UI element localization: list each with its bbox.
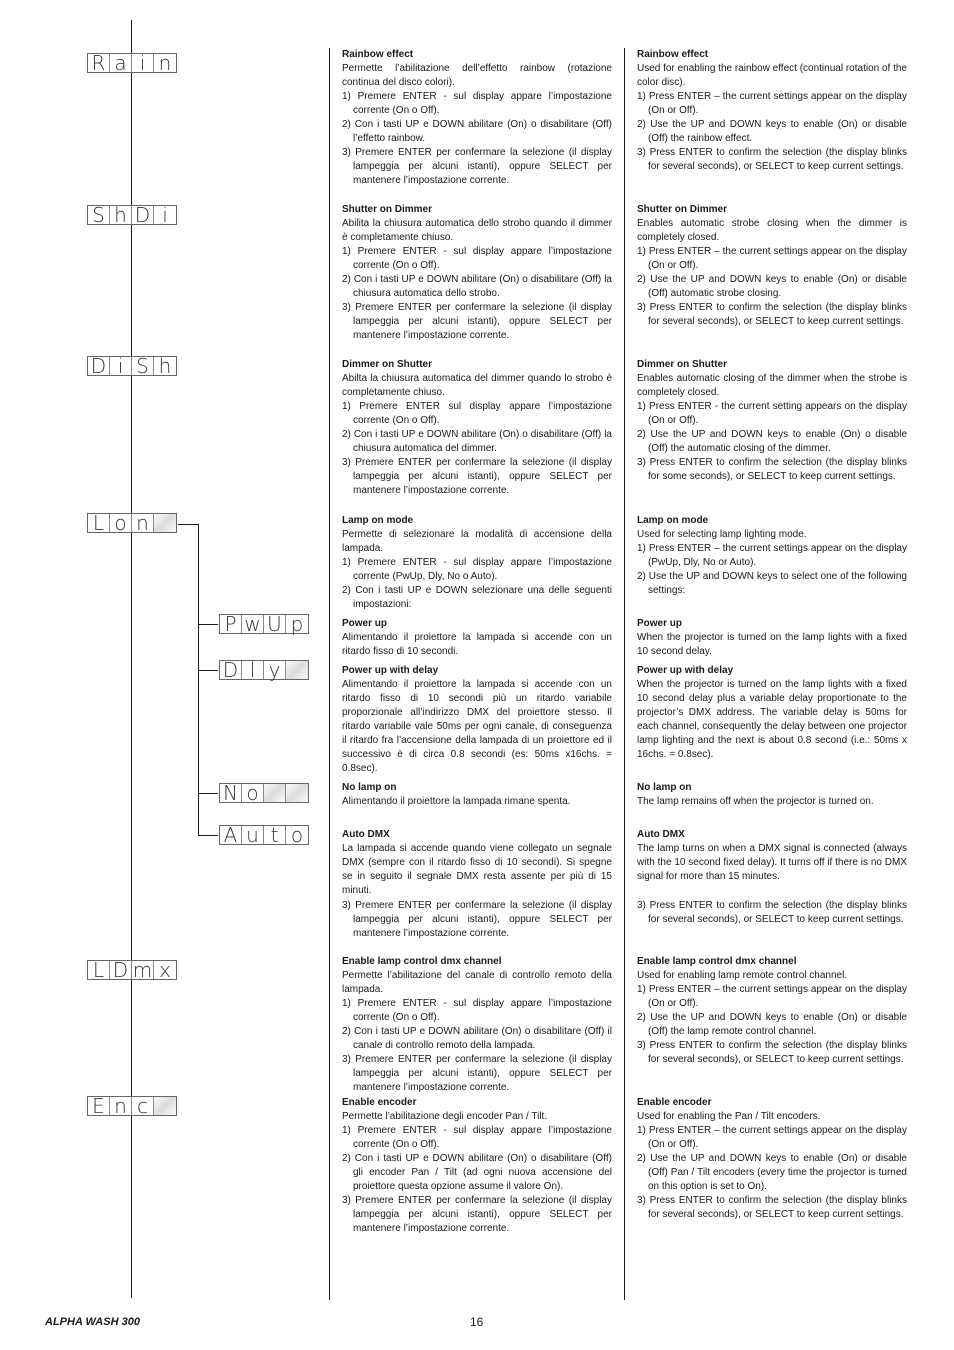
display-char xyxy=(286,784,308,802)
column-divider-left xyxy=(329,48,330,1300)
section-title: Lamp on mode xyxy=(342,515,414,526)
step: 2) Con i tasti UP e DOWN selezionare una delle seguenti impostazioni: xyxy=(342,585,612,610)
step: 3) Press ENTER to confirm the selection (the display blinks for several seconds), or SELECT to keep current settings. xyxy=(637,1040,907,1065)
section-title: Enable lamp control dmx channel xyxy=(342,956,502,967)
step: 1) Press ENTER – the current settings appear on the display (On or Off). xyxy=(637,984,907,1009)
section-title: Dimmer on Shutter xyxy=(342,359,433,370)
display-enc xyxy=(87,1096,177,1116)
en-ldmx-section xyxy=(637,955,907,1067)
display-char: p xyxy=(290,612,304,636)
section-title: Lamp on mode xyxy=(637,515,709,526)
section-title: Shutter on Dimmer xyxy=(637,204,728,215)
step: 3) Premere ENTER per confermare la selezione (il display lampeggia per alcuni istanti), oppure SELECT per mantenere l’impostazione corrente. xyxy=(342,302,612,341)
it-shdi-section xyxy=(342,203,612,343)
display-char: L xyxy=(88,514,110,532)
section-title: Power up xyxy=(637,618,683,629)
section-title: Enable lamp control dmx channel xyxy=(637,956,797,967)
en-no-section xyxy=(637,781,907,809)
section-title: Dimmer on Shutter xyxy=(637,359,728,370)
step: 1) Press ENTER – the current settings appear on the display (On or Off). xyxy=(637,91,907,116)
dly-branch xyxy=(198,670,218,671)
section-text: La lampada si accende quando viene collegato un segnale DMX (sempre con il ritardo fisso di 10 secondi). Si spegne se in seguito il segnale DMX resta assente per più di 15 minuti. xyxy=(342,843,612,896)
section-text: Alimentando il proiettore la lampada si accende con un ritardo fisso di 10 secondi. xyxy=(342,632,612,657)
en-dly-section xyxy=(637,664,907,762)
it-lon-section xyxy=(342,514,612,612)
display-char: D xyxy=(110,961,132,979)
display-char: n xyxy=(132,514,154,532)
page-number: 16 xyxy=(470,1315,484,1329)
display-char: o xyxy=(290,823,304,847)
section-title: Rainbow effect xyxy=(342,49,414,60)
display-char: D xyxy=(220,661,242,679)
step: 2) Use the UP and DOWN keys to enable (On) or disable (Off) Pan / Tilt encoders (every time the projector is turned on this option is set to On). xyxy=(637,1153,907,1192)
display-char: U xyxy=(264,615,286,633)
step: 2) Use the UP and DOWN keys to enable (On) or disable (Off) the rainbow effect. xyxy=(637,119,907,144)
display-char: P xyxy=(220,615,242,633)
display-char xyxy=(264,784,286,802)
section-text: Enables automatic strobe closing when the dimmer is completely closed. xyxy=(637,218,907,243)
display-char: E xyxy=(88,1097,110,1115)
step: 3) Premere ENTER per confermare la selezione (il display lampeggia per alcuni istanti), oppure SELECT per mantenere l’impostazione corrente. xyxy=(342,900,612,939)
display-char: D xyxy=(132,206,154,224)
section-text: Enables automatic closing of the dimmer when the strobe is completely closed. xyxy=(637,373,907,398)
display-char: l xyxy=(242,661,264,679)
step: 3) Premere ENTER per confermare la selezione (il display lampeggia per alcuni istanti), oppure SELECT per mantenere l’impostazione corrente. xyxy=(342,1195,612,1234)
display-char: y xyxy=(264,661,286,679)
section-title: Power up xyxy=(342,618,388,629)
step: 2) Use the UP and DOWN keys to enable (On) or disable (Off) the lamp remote control channel. xyxy=(637,1012,907,1037)
display-char: S xyxy=(88,206,110,224)
display-char: o xyxy=(242,784,264,802)
it-rainbow-section xyxy=(342,48,612,188)
display-char xyxy=(154,514,176,532)
display-auto xyxy=(219,825,309,845)
display-char xyxy=(286,661,308,679)
display-char: i xyxy=(110,357,132,375)
display-dish xyxy=(87,356,177,376)
step: 1) Premere ENTER sul display appare l’impostazione corrente (On o Off). xyxy=(342,401,612,426)
en-auto-section xyxy=(637,828,907,884)
section-title: Enable encoder xyxy=(342,1097,417,1108)
section-text: Abilta la chiusura automatica del dimmer quando lo strobo è completamente chiuso. xyxy=(342,373,612,398)
step: 2) Use the UP and DOWN keys to enable (On) o disable (Off) the automatic closing of the dimmer. xyxy=(637,429,907,454)
section-text: When the projector is turned on the lamp lights with a fixed 10 second delay. xyxy=(637,632,907,657)
display-char: S xyxy=(132,357,154,375)
step: 1) Press ENTER – the current settings appear on the display (On or Off). xyxy=(637,1125,907,1150)
display-no xyxy=(219,783,309,803)
display-char: w xyxy=(242,615,264,633)
step: 3) Press ENTER to confirm the selection (the display blinks for several seconds), or SELECT to keep current settings. xyxy=(637,302,907,327)
section-text: Abilita la chiusura automatica dello strobo quando il dimmer è completamente chiuso. xyxy=(342,218,612,243)
display-char: L xyxy=(88,961,110,979)
display-char: a xyxy=(110,54,132,72)
footer-product-name: ALPHA WASH 300 xyxy=(45,1316,140,1328)
section-text: Alimentando il proiettore la lampada rimane spenta. xyxy=(342,796,571,807)
display-char: h xyxy=(158,354,172,378)
display-shdi xyxy=(87,205,177,225)
display-pwup xyxy=(219,614,309,634)
display-char: u xyxy=(242,826,264,844)
display-char: D xyxy=(88,357,110,375)
section-text: The lamp remains off when the projector is turned on. xyxy=(637,796,874,807)
section-title: Shutter on Dimmer xyxy=(342,204,433,215)
section-text: Used for enabling the rainbow effect (continual rotation of the color disc). xyxy=(637,63,907,88)
display-char: i xyxy=(132,54,154,72)
section-text: Permette l’abilitazione dell’effetto rainbow (rotazione continua del disco colori). xyxy=(342,63,612,88)
step: 1) Premere ENTER - sul display appare l’impostazione corrente (On o Off). xyxy=(342,246,612,271)
display-ldmx xyxy=(87,960,177,980)
section-text: Permette l’abilitazione del canale di controllo remoto della lampada. xyxy=(342,970,612,995)
display-char: o xyxy=(110,514,132,532)
en-lon-section xyxy=(637,514,907,598)
step: 3) Press ENTER to confirm the selection (the display blinks for some seconds), or SELECT to keep current settings. xyxy=(637,457,907,482)
it-enc-section xyxy=(342,1096,612,1236)
step: 3) Premere ENTER per confermare la selezione (il display lampeggia per alcuni istanti), oppure SELECT per mantenere l’impostazione corrente. xyxy=(342,457,612,496)
display-char: A xyxy=(220,826,242,844)
step: 1) Press ENTER – the current settings appear on the display (PwUp, Dly, No or Auto). xyxy=(637,543,907,568)
auto-branch xyxy=(198,835,218,836)
section-title: Auto DMX xyxy=(637,829,685,840)
step: 2) Use the UP and DOWN keys to select one of the following settings: xyxy=(637,571,907,596)
display-char: m xyxy=(132,958,153,982)
step: 1) Premere ENTER - sul display appare l’impostazione corrente (On o Off). xyxy=(342,1125,612,1150)
section-title: Power up with delay xyxy=(637,665,734,676)
section-text: Used for selecting lamp lighting mode. xyxy=(637,529,807,540)
step: 3) Premere ENTER per confermare la selezione (il display lampeggia per alcuni istanti), oppure SELECT per mantenere l’impostazione corrente. xyxy=(342,1054,612,1093)
step: 1) Press ENTER – the current settings appear on the display (On or Off). xyxy=(637,246,907,271)
section-text: The lamp turns on when a DMX signal is connected (always with the 10 second fixed delay). It turns off if there is no DMX signal for more than 15 minutes. xyxy=(637,843,907,882)
display-char: i xyxy=(162,203,168,227)
display-lon xyxy=(87,513,177,533)
step: 1) Premere ENTER - sul display appare l’impostazione corrente (PwUp, Dly, No o Auto). xyxy=(342,557,612,582)
lon-branch-horizontal xyxy=(178,524,198,525)
step: 2) Con i tasti UP e DOWN abilitare (On) o disabilitare (Off) la chiusura automatica dello strobo. xyxy=(342,274,612,299)
step: 3) Premere ENTER per confermare la selezione (il display lampeggia per alcuni istanti), oppure SELECT per mantenere l’impostazione corrente. xyxy=(342,147,612,186)
en-pwup-section xyxy=(637,617,907,659)
section-text: Alimentando il proiettore la lampada si accende con un ritardo fisso di 10 secondi più un ritardo variabile proporzionale all’indirizzo DMX del proiettore stesso. Il ritardo variabile vale 50ms per ogni canale, di conseguenza il ritardo fra l’accensione della lampada di un proiettore ed il successivo è di circa 0.8 secondi (es: 50ms x16chs. = 0.8sec). xyxy=(342,679,612,774)
display-char: n xyxy=(158,51,172,75)
column-divider-right xyxy=(624,48,625,1300)
step: 2) Con i tasti UP e DOWN abilitare (On) o disabilitare (Off) la chiusura automatica del dimmer. xyxy=(342,429,612,454)
pwup-branch xyxy=(198,624,218,625)
step: 3) Press ENTER to confirm the selection (the display blinks for several seconds), or SELECT to keep current settings. xyxy=(637,147,907,172)
step: 1) Premere ENTER - sul display appare l’impostazione corrente (On o Off). xyxy=(342,998,612,1023)
section-title: Enable encoder xyxy=(637,1097,712,1108)
section-title: Rainbow effect xyxy=(637,49,709,60)
it-dish-section xyxy=(342,358,612,498)
section-title: Power up with delay xyxy=(342,665,439,676)
section-title: No lamp on xyxy=(342,782,397,793)
section-text: Permette l’abilitazione degli encoder Pan / Tilt. xyxy=(342,1111,548,1122)
step: 2) Con i tasti UP e DOWN abilitare (On) o disabilitare (Off) il canale di controllo remoto della lampada. xyxy=(342,1026,612,1051)
en-dish-section xyxy=(637,358,907,484)
display-char: c xyxy=(132,1097,154,1115)
display-dly xyxy=(219,660,309,680)
step: 2) Con i tasti UP e DOWN abilitare (On) o disabilitare (Off) gli encoder Pan / Tilt (ad ogni nuova accensione del proiettore questa opzione assume il valore On). xyxy=(342,1153,612,1192)
en-lon-confirm xyxy=(637,899,907,927)
it-pwup-section xyxy=(342,617,612,659)
display-char: t xyxy=(264,826,286,844)
display-char: R xyxy=(88,54,110,72)
en-rainbow-section xyxy=(637,48,907,174)
display-char: n xyxy=(110,1097,132,1115)
step: 1) Press ENTER - the current setting appears on the display (On or Off). xyxy=(637,401,907,426)
it-no-section xyxy=(342,781,612,809)
section-title: Auto DMX xyxy=(342,829,390,840)
it-auto-section xyxy=(342,828,612,898)
no-branch xyxy=(198,793,218,794)
display-char: h xyxy=(110,206,132,224)
section-text: Used for enabling the Pan / Tilt encoders. xyxy=(637,1111,821,1122)
step: 2) Use the UP and DOWN keys to enable (On) or disable (Off) automatic strobe closing. xyxy=(637,274,907,299)
display-rain xyxy=(87,53,177,73)
display-char xyxy=(154,1097,176,1115)
section-text: Permette di selezionare la modalità di accensione della lampada. xyxy=(342,529,612,554)
lon-branch-vertical xyxy=(198,524,199,835)
section-title: No lamp on xyxy=(637,782,692,793)
it-ldmx-section xyxy=(342,955,612,1095)
display-char: x xyxy=(159,958,171,982)
en-enc-section xyxy=(637,1096,907,1222)
step: 3) Press ENTER to confirm the selection (the display blinks for several seconds), or SELECT to keep current settings. xyxy=(637,900,907,925)
it-lon-confirm xyxy=(342,899,612,941)
step: 3) Press ENTER to confirm the selection (the display blinks for several seconds), or SELECT to keep current settings. xyxy=(637,1195,907,1220)
section-text: When the projector is turned on the lamp lights with a fixed 10 second delay plus a variable delay proportionate to the projector’s DMX address. The variable delay is 50ms for each channel, consequently the delay between one projector lamp lighting and the next is about 0.8 second (i.e.: 50ms x 16chs. = 0.8sec). xyxy=(637,679,907,760)
section-text: Used for enabling lamp remote control channel. xyxy=(637,970,848,981)
step: 1) Premere ENTER - sul display appare l’impostazione corrente (On o Off). xyxy=(342,91,612,116)
step: 2) Con i tasti UP e DOWN abilitare (On) o disabilitare (Off) l’effetto rainbow. xyxy=(342,119,612,144)
it-dly-section xyxy=(342,664,612,776)
en-shdi-section xyxy=(637,203,907,329)
display-char: N xyxy=(220,784,242,802)
